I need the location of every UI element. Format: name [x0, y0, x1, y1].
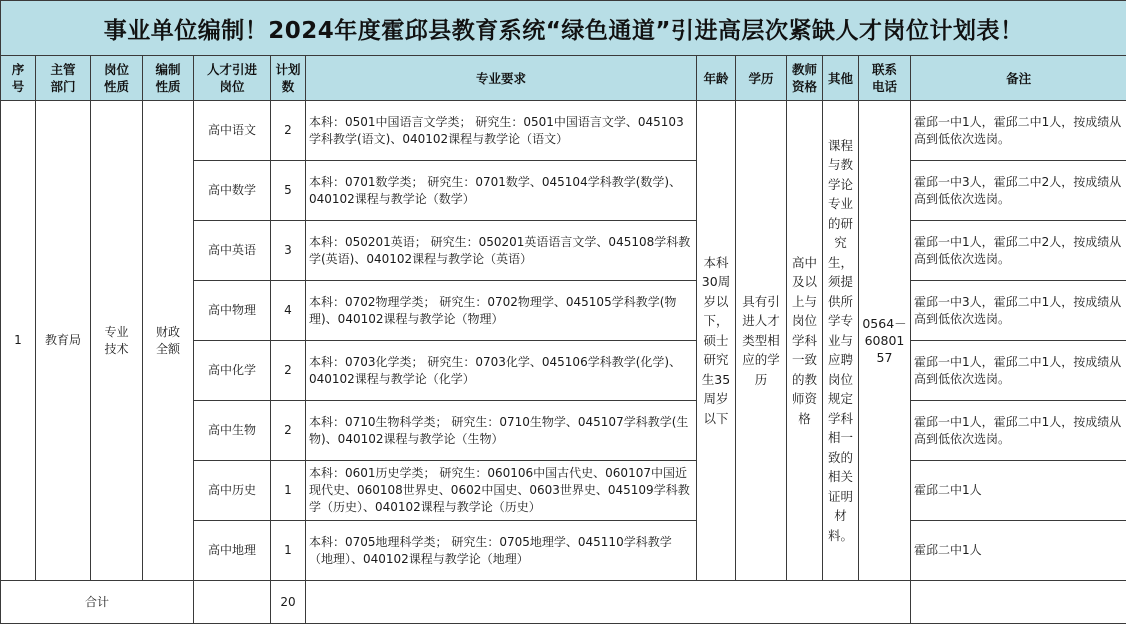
remarks-cell: 霍邱一中1人，霍邱二中1人，按成绩从高到低依次选岗。 [911, 101, 1126, 161]
total-plan: 20 [271, 581, 306, 624]
plan-cell: 4 [271, 281, 306, 341]
header-teacher-cert: 教师资格 [787, 56, 823, 101]
header-phone: 联系电话 [859, 56, 911, 101]
table-row [1, 101, 1126, 161]
remarks-cell: 霍邱一中1人，霍邱二中2人，按成绩从高到低依次选岗。 [911, 221, 1126, 281]
plan-cell: 5 [271, 161, 306, 221]
position-cell: 高中地理 [194, 521, 271, 581]
plan-cell: 3 [271, 221, 306, 281]
remarks-cell: 霍邱一中1人，霍邱二中1人，按成绩从高到低依次选岗。 [911, 341, 1126, 401]
total-label: 合计 [1, 581, 194, 624]
header-position: 人才引进岗位 [194, 56, 271, 101]
remarks-cell: 霍邱一中3人，霍邱二中2人，按成绩从高到低依次选岗。 [911, 161, 1126, 221]
position-cell: 高中生物 [194, 401, 271, 461]
major-cell: 本科：0705地理科学类； 研究生：0705地理学、045110学科教学（地理）、040102课程与教学论（地理） [306, 521, 697, 581]
seq-cell: 1 [1, 101, 36, 581]
post-type-cell: 专业技术 [91, 101, 143, 581]
plan-cell: 2 [271, 401, 306, 461]
header-age: 年龄 [697, 56, 736, 101]
header-seq: 序号 [1, 56, 36, 101]
position-cell: 高中语文 [194, 101, 271, 161]
remarks-cell: 霍邱一中1人，霍邱二中1人，按成绩从高到低依次选岗。 [911, 401, 1126, 461]
header-staffing: 编制性质 [143, 56, 194, 101]
total-remarks-empty [911, 581, 1126, 624]
position-cell: 高中化学 [194, 341, 271, 401]
position-cell: 高中数学 [194, 161, 271, 221]
major-cell: 本科：0702物理学类； 研究生：0702物理学、045105学科教学(物理)、040102课程与教学论（物理） [306, 281, 697, 341]
total-row [1, 581, 1126, 624]
header-remarks: 备注 [911, 56, 1126, 101]
remarks-cell: 霍邱二中1人 [911, 521, 1126, 581]
plan-cell: 1 [271, 461, 306, 521]
remarks-cell: 霍邱二中1人 [911, 461, 1126, 521]
header-education: 学历 [736, 56, 787, 101]
staffing-cell: 财政全额 [143, 101, 194, 581]
age-cell: 本科30周岁以下，硕士研究生35周岁以下 [697, 101, 736, 581]
header-major: 专业要求 [306, 56, 697, 101]
major-cell: 本科：0703化学类； 研究生：0703化学、045106学科教学(化学)、040102课程与教学论（化学） [306, 341, 697, 401]
header-dept: 主管部门 [36, 56, 91, 101]
total-position-empty [194, 581, 271, 624]
phone-cell: 0564－6080157 [859, 101, 911, 581]
position-cell: 高中英语 [194, 221, 271, 281]
header-plan: 计划数 [271, 56, 306, 101]
plan-cell: 2 [271, 341, 306, 401]
header-other: 其他 [823, 56, 859, 101]
teacher-cert-cell: 高中及以上与岗位学科一致的教师资格 [787, 101, 823, 581]
position-cell: 高中历史 [194, 461, 271, 521]
header-post-type: 岗位性质 [91, 56, 143, 101]
header-row [1, 56, 1126, 101]
dept-cell: 教育局 [36, 101, 91, 581]
major-cell: 本科：0701数学类； 研究生：0701数学、045104学科教学(数学)、040102课程与教学论（数学） [306, 161, 697, 221]
plan-cell: 2 [271, 101, 306, 161]
major-cell: 本科：0710生物科学类； 研究生：0710生物学、045107学科教学(生物)、040102课程与教学论（生物） [306, 401, 697, 461]
plan-cell: 1 [271, 521, 306, 581]
other-cell: 课程与教学论专业的研究生，须提供所学专业与应聘岗位规定学科相一致的相关证明材料。 [823, 101, 859, 581]
education-cell: 具有引进人才类型相应的学历 [736, 101, 787, 581]
major-cell: 本科：0501中国语言文学类； 研究生：0501中国语言文学、045103学科教学(语文)、040102课程与教学论（语文） [306, 101, 697, 161]
major-cell: 本科：050201英语； 研究生：050201英语语言文学、045108学科教学(英语)、040102课程与教学论（英语） [306, 221, 697, 281]
page-title: 事业单位编制！2024年度霍邱县教育系统“绿色通道”引进高层次紧缺人才岗位计划表！ [1, 1, 1126, 56]
total-middle-empty [306, 581, 911, 624]
position-cell: 高中物理 [194, 281, 271, 341]
remarks-cell: 霍邱一中3人，霍邱二中1人，按成绩从高到低依次选岗。 [911, 281, 1126, 341]
major-cell: 本科：0601历史学类； 研究生：060106中国古代史、060107中国近现代史、060108世界史、0602中国史、0603世界史、045109学科教学（历史）、040102课程与教学论（历史） [306, 461, 697, 521]
